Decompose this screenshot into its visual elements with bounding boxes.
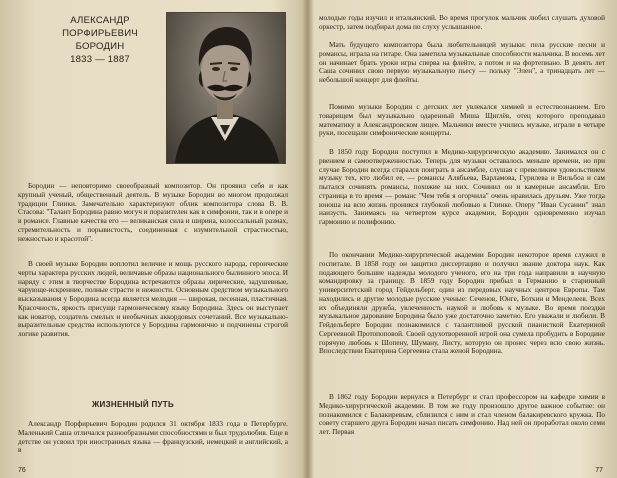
childhood-paragraph: молодые годы изучил и итальянский. Во время прогулок мальчик любил слушать духовой оркестр, затем подбирал дома по слуху услышанное. [319,14,605,31]
left-page [0,0,306,478]
biography-heading [44,14,156,66]
heading-surname: БОРОДИН [75,41,125,52]
chemistry-paragraph: Помимо музыки Бородин с детских лет увлекался химией и естествознанием. Его товарищем был музыкально одаренный Миша Щиглёв, отец которого преподавал математику в Александровском лицее. Мальчики вместе учились музыке, играли в четыре руки, посещали симфонические концерты. [319,103,605,138]
heading-patronymic: ПОРФИРЬЕВИЧ [62,28,138,39]
academy-paragraph: В 1850 году Бородин поступил в Медико-хирургическую академию. Занимался он с рвением и самоотверженностью. Теперь для музыки оставалось меньше времени, но при случае Бородин всегда старался поиграть в ансамбле, слушая с превеликим удовольствием музыку тех, кто любил ее, — романсы Алябьева, Варламова, Гурилева и Вильбоа и сам пытался сочинять романсы, похожие на них. Сочинил он и камерные ансамбли. Его страница в то время — романс "Чем тебя я огорчила" очень нравилась друзьям. Уже тогда юноша на всю жизнь проникся глубокой любовью к Глинке. Оперу "Иван Сусанин" знал наизусть. Занимаясь на четвертом курсе академии, Бородин одновременно изучал гармонию и полифонию. [319,148,605,226]
page-number-right: 77 [595,467,603,474]
intro-paragraph: Бородин — неповторимо своеобразный композитор. Он проявил себя и как крупный ученый, общественный деятель. В музыке Бородин во многом продолжал традиции Глинки. Замечательно характеризуют облик композитора слова В. В. Стасова: "Талант Бородина равно могуч и поразителен как в симфонии, так и в опере и в романсе. Главные качества его — великанская сила и ширина, колоссальный размах, стремительность и порывистость, соединенная с изумительной страстностью, нежностью и красотой". [18,182,288,243]
heidelberg-paragraph: По окончании Медико-хирургической академии Бородин некоторое время служил в госпитале. В 1858 году он защитил диссертацию и получил звание доктора наук. Как подающего большие надежды молодого ученого, его на три года направили в научную командировку за границу. В 1859 году Бородин прибыл в Германию в старинный университетский город Гейдельберг, один из передовых научных центров Европы. Там находились и другие молодые русские ученые: Сеченов, Юнге, Боткин и Менделеев. Всех их объединяли дружба, увлеченность наукой и любовь к музыке. Во время поездки музыкальное дарование Бородина было уже достаточно заметно. Его уважали и любили. В Гейдельберге Бородин познакомился с талантливой русской пианисткой Екатериной Сергеевной Протопоповой. Своей одухотворенной игрой она сумела пробудить в Бородине горячую любовь к Шопену, Шуману, Листу, которую он пронес через всю свою жизнь. Впоследствии Екатерина Сергеевна стала женой Бородина. [319,251,605,356]
mother-paragraph: Мать будущего композитора была любительницей музыки: пела русские песни и романсы, играла на гитаре. Она заметила музыкальные способности мальчика. В восемь лет он начинает брать уроки игры сперва на флейте, а потом и на фортепиано. В девять лет Саша сочинил свою первую музыкальную пьесу — польку "Элен", а тринадцать лет — небольшой концерт для флейты. [319,41,605,84]
biography-start-paragraph: Александр Порфирьевич Бородин родился 31 октября 1833 года в Петербурге. Маленький Саша отличался разнообразными способностями и был трудолюбив. Еще в детстве он усвоил три иностранных языка — французский, немецкий и английский, а в [18,420,288,455]
section-title: ЖИЗНЕННЫЙ ПУТЬ [92,400,175,409]
heading-life-dates: 1833 — 1887 [70,54,130,65]
page-number-left: 76 [18,467,26,474]
heading-first-name: АЛЕКСАНДР [70,15,130,26]
return-paragraph: В 1862 году Бородин вернулся в Петербург и стал профессором на кафедре химии в Медико-хирургической академии. В том же году произошло другое важное событие: он познакомился с Балакиревым, сблизился с ним и стал членом балакиревского кружка. По совету старшего друга Бородин начал писать симфонию. Над ней он проработал около семи лет. Первая [319,393,605,436]
right-page [311,0,617,478]
music-style-paragraph: В своей музыке Бородин воплотил величие и мощь русского народа, героические черты характера русских людей, величавые образы национального былинного эпоса. И наряду с этим в творчестве Бородина встречаются образы лирические, задушевные, чарующе-искренние, полные страсти и нежности. Основным средством музыкального высказывания у Бородина всегда является мелодия — широкая, песенная, пластичная. Красочность, яркость присущи гармоническому языку Бородина. Здесь он выступает как новатор, создатель смелых и необычных аккордовых сочетаний. Все музыкально-выразительные средства используются у Бородина гармонично и подчинены строгой логике развития. [18,260,288,338]
portrait-illustration [167,13,285,163]
portrait-photo [166,12,286,164]
